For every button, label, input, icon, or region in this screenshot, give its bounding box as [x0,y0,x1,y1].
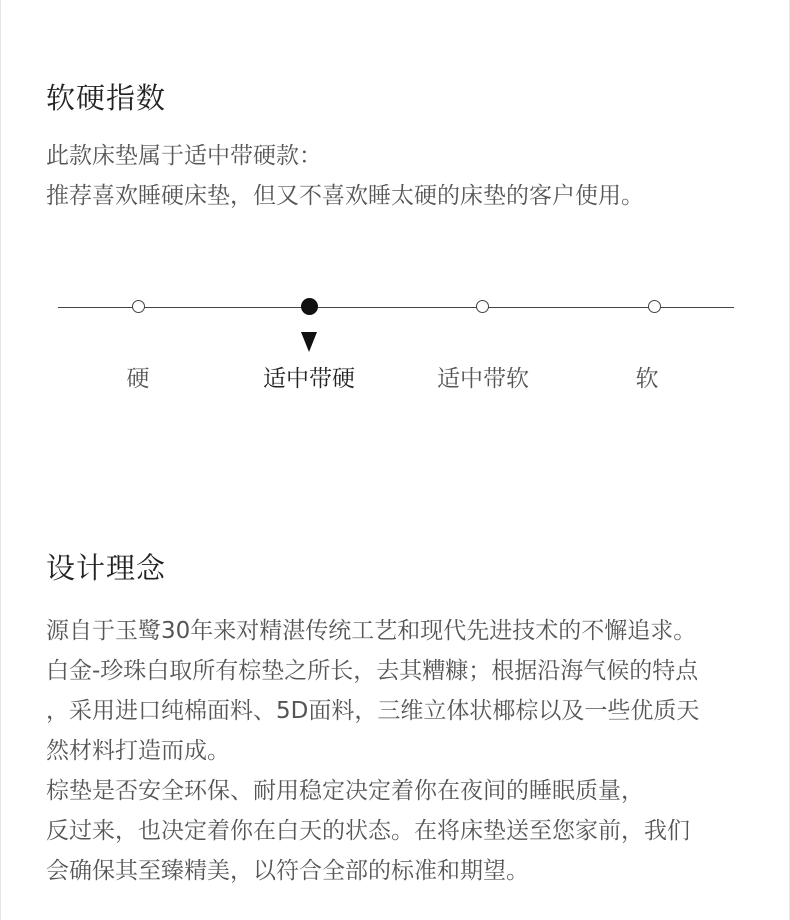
hardness-scale-dot-hard [132,300,145,313]
design-description-line: 反过来，也决定着你在白天的状态。在将床垫送至您家前，我们 [46,818,690,844]
hardness-scale-track [58,307,734,308]
design-description-line: 然材料打造而成。 [46,738,230,764]
hardness-scale-dot-soft [648,300,661,313]
selected-pointer-icon [301,332,317,352]
hardness-scale-label-soft: 软 [635,366,659,392]
design-description-line: 白金-珍珠白取所有棕垫之所长，去其糟糠；根据沿海气候的特点 [46,658,699,684]
design-section-title: 设计理念 [46,551,167,585]
hardness-scale-dot-medium-soft [476,300,489,313]
hardness-scale [1,280,790,400]
design-description-line: 会确保其至臻精美，以符合全部的标准和期望。 [46,858,529,884]
hardness-description [46,136,761,216]
design-description-line: 源自于玉鹭30年来对精湛传统工艺和现代先进技术的不懈追求。 [46,618,697,644]
hardness-description-line: 此款床垫属于适中带硬款： [46,143,322,169]
design-description-line: 棕垫是否安全环保、耐用稳定决定着你在夜间的睡眠质量， [46,778,644,804]
hardness-scale-label-medium-firm: 适中带硬 [263,366,355,392]
hardness-description-line: 推荐喜欢睡硬床垫，但又不喜欢睡太硬的床垫的客户使用。 [46,183,644,209]
hardness-scale-dot-medium-firm-selected [301,298,318,315]
hardness-scale-label-medium-soft: 适中带软 [437,366,529,392]
design-description-line: ，采用进口纯棉面料、5D面料，三维立体状椰棕以及一些优质天 [46,698,700,724]
hardness-scale-label-hard: 硬 [126,366,150,392]
design-description [46,611,761,891]
hardness-section-title: 软硬指数 [46,81,167,115]
